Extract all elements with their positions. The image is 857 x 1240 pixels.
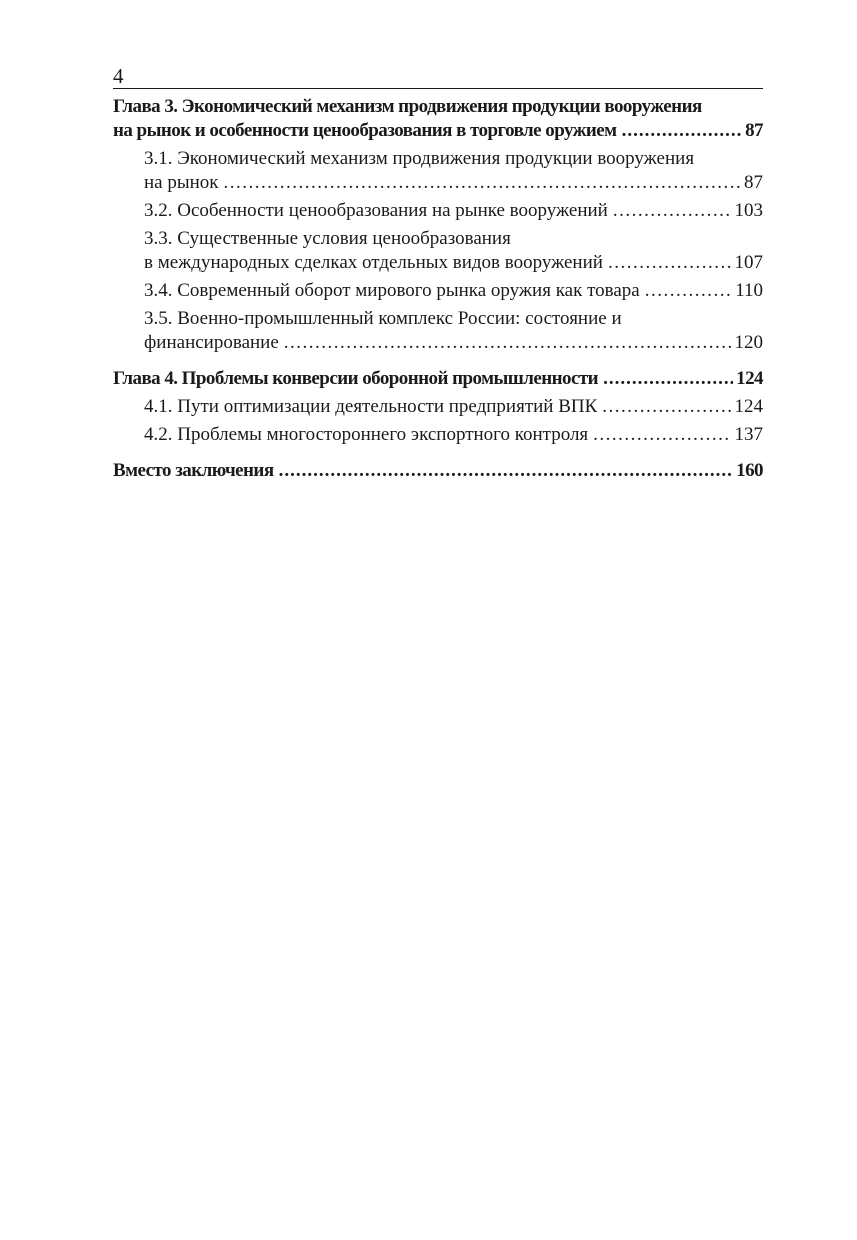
toc-section-3-2[interactable] (113, 199, 763, 223)
table-of-contents (113, 95, 763, 483)
section-4-1-page: 124 (734, 396, 763, 417)
leader-dots (603, 367, 733, 391)
section-3-2-line (144, 199, 763, 223)
section-4-2-line (144, 423, 763, 447)
section-4-2-text: 4.2. Проблемы многостороннего экспортного контроля (144, 424, 589, 445)
toc-section-4-1[interactable] (113, 395, 763, 419)
section-3-2-text: 3.2. Особенности ценообразования на рынке вооружений (144, 200, 608, 221)
section-3-2-page: 103 (734, 200, 763, 221)
section-3-4-page: 110 (735, 280, 763, 301)
chapter-3-title-text: на рынок и особенности ценообразования в торговле оружием (113, 120, 617, 141)
section-3-3-line-2 (144, 251, 763, 275)
toc-chapter-4[interactable] (113, 367, 763, 391)
section-3-4-line (144, 279, 763, 303)
toc-conclusion[interactable] (113, 459, 763, 483)
section-3-1-text: на рынок (144, 172, 219, 193)
section-3-3-line-1: 3.3. Существенные условия ценообразования (144, 228, 511, 249)
leader-dots (593, 423, 731, 447)
page (113, 64, 763, 487)
section-3-5-page: 120 (734, 332, 763, 353)
section-3-5-line-1: 3.5. Военно-промышленный комплекс России: состояние и (144, 308, 622, 329)
leader-dots (224, 171, 741, 195)
conclusion-line (113, 459, 763, 483)
chapter-4-text: Глава 4. Проблемы конверсии оборонной промышленности (113, 368, 599, 389)
chapter-4-line (113, 367, 763, 391)
toc-section-3-5[interactable] (113, 307, 763, 355)
leader-dots (608, 251, 732, 275)
section-3-5-text: финансирование (144, 332, 279, 353)
chapter-3-page: 87 (745, 120, 763, 141)
section-3-4-text: 3.4. Современный оборот мирового рынка оружия как товара (144, 280, 640, 301)
section-3-1-line-2 (144, 171, 763, 195)
conclusion-text: Вместо заключения (113, 460, 274, 481)
section-3-1-page: 87 (744, 172, 763, 193)
section-4-1-line (144, 395, 763, 419)
running-header (113, 64, 763, 89)
leader-dots (284, 331, 732, 355)
leader-dots (645, 279, 732, 303)
spacer (113, 451, 763, 459)
leader-dots (602, 395, 731, 419)
chapter-3-title-line-2 (113, 119, 763, 143)
toc-section-3-1[interactable] (113, 147, 763, 195)
toc-section-3-3[interactable] (113, 227, 763, 275)
conclusion-page: 160 (736, 460, 763, 481)
section-4-1-text: 4.1. Пути оптимизации деятельности предприятий ВПК (144, 396, 598, 417)
leader-dots (279, 459, 734, 483)
spacer (113, 359, 763, 367)
toc-section-3-4[interactable] (113, 279, 763, 303)
section-3-1-line-1: 3.1. Экономический механизм продвижения продукции вооружения (144, 148, 695, 169)
toc-section-4-2[interactable] (113, 423, 763, 447)
chapter-4-page: 124 (736, 368, 763, 389)
toc-chapter-3[interactable] (113, 95, 763, 143)
section-4-2-page: 137 (734, 424, 763, 445)
page-number: 4 (113, 64, 124, 88)
section-3-3-page: 107 (734, 252, 763, 273)
chapter-3-title-line-1: Глава 3. Экономический механизм продвижения продукции вооружения (113, 96, 702, 117)
section-3-3-text: в международных сделках отдельных видов вооружений (144, 252, 603, 273)
leader-dots (622, 119, 743, 143)
leader-dots (613, 199, 732, 223)
section-3-5-line-2 (144, 331, 763, 355)
